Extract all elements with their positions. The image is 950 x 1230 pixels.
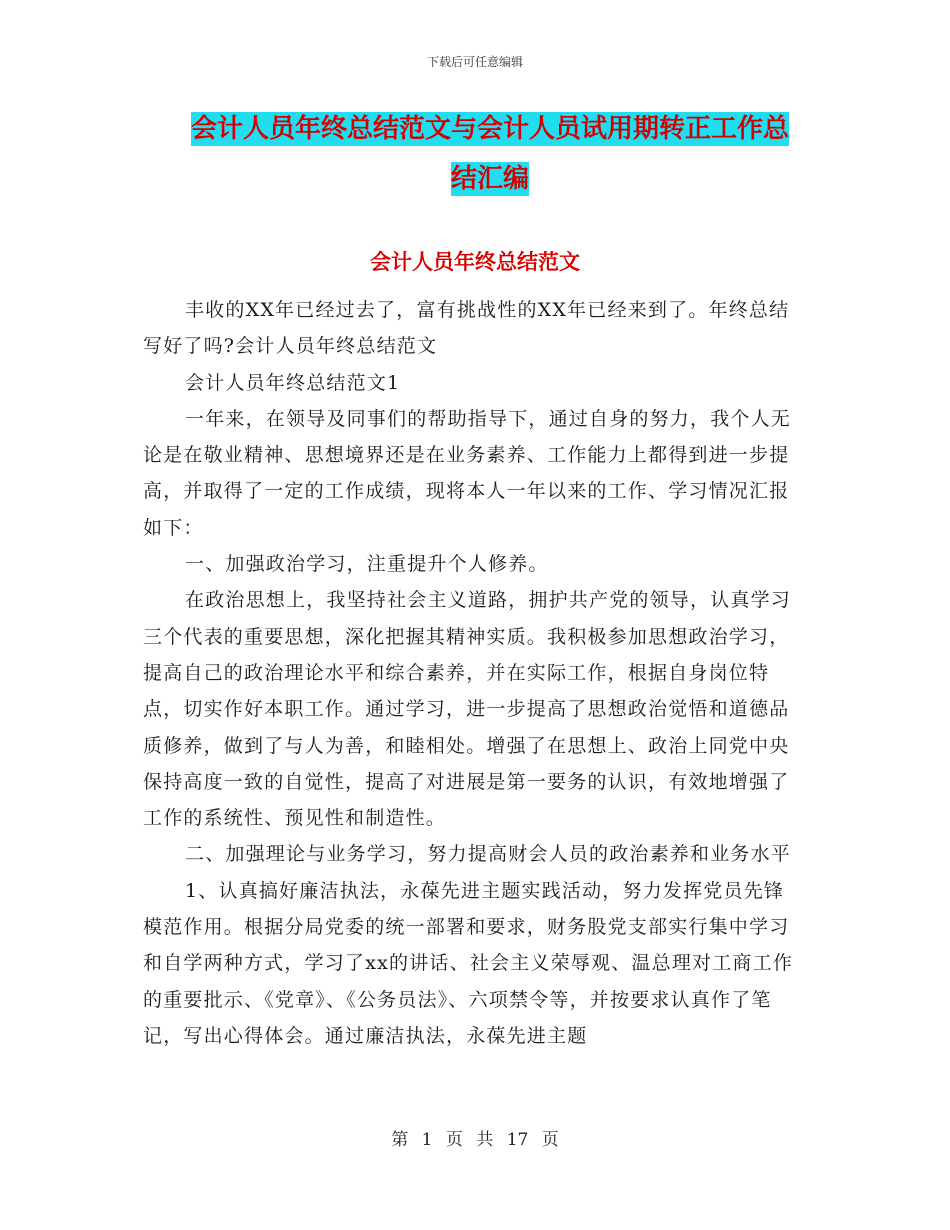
document-body xyxy=(143,292,803,1054)
paragraph-heading-2: 二、加强理论与业务学习，努力提高财会人员的政治素养和业务水平 xyxy=(185,843,792,866)
document-title xyxy=(140,104,840,204)
paragraph-heading-1: 一、加强政治学习，注重提升个人修养。 xyxy=(185,553,549,576)
document-title-line-1: 会计人员年终总结范文与会计人员试用期转正工作总 xyxy=(190,114,789,144)
paragraph-overview: 一年来，在领导及同事们的帮助指导下，通过自身的努力，我个人无论是在敬业精神、思想境界还是在业务素养、工作能力上都得到进一步提高，并取得了一定的工作成绩，现将本人一年以来的工作、学习情况汇报如下： xyxy=(143,407,792,539)
paragraph-subtitle: 会计人员年终总结范文1 xyxy=(185,371,401,394)
header-note: 下载后可任意编辑 xyxy=(426,55,523,69)
paragraph-intro: 丰收的XX年已经过去了，富有挑战性的XX年已经来到了。年终总结写好了吗?会计人员年终总结范文 xyxy=(143,299,790,358)
section-title: 会计人员年终总结范文 xyxy=(370,250,580,274)
page-footer: 第 1 页 共 17 页 xyxy=(391,1130,559,1150)
paragraph-political: 在政治思想上，我坚持社会主义道路，拥护共产党的领导，认真学习三个代表的重要思想，深化把握其精神实质。我积极参加思想政治学习，提高自己的政治理论水平和综合素养，并在实际工作，根据自身岗位特点，切实作好本职工作。通过学习，进一步提高了思想政治觉悟和道德品质修养，做到了与人为善，和睦相处。增强了在思想上、政治上同党中央保持高度一致的自觉性，提高了对进展是第一要务的认识，有效地增强了工作的系统性、预见性和制造性。 xyxy=(143,589,792,830)
paragraph-item-1: 1、认真搞好廉洁执法，永葆先进主题实践活动，努力发挥党员先锋模范作用。根据分局党委的统一部署和要求，财务股党支部实行集中学习和自学两种方式，学习了xx的讲话、社会主义荣辱观、温总理对工商工作的重要批示、《党章》、《公务员法》、六项禁令等，并按要求认真作了笔记，写出心得体会。通过廉洁执法，永葆先进主题 xyxy=(143,879,794,1047)
document-title-line-2: 结汇编 xyxy=(450,164,529,194)
